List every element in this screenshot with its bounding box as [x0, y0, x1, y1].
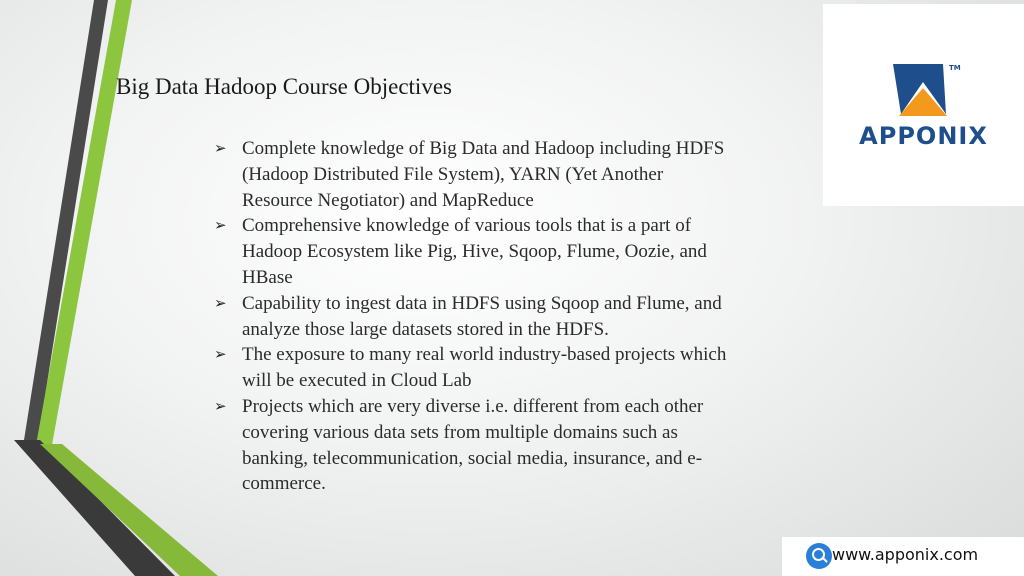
arrow-bullet-icon: ➢ [214, 396, 227, 415]
list-item [214, 394, 734, 497]
arrow-bullet-icon: ➢ [214, 293, 227, 312]
website-badge[interactable] [782, 537, 1024, 576]
list-item [214, 136, 734, 213]
objective-text: Capability to ingest data in HDFS using Sqoop and Flume, and analyze those large datasets stored in the HDFS. [242, 292, 722, 340]
arrow-bullet-icon: ➢ [214, 345, 227, 364]
apponix-logo [823, 4, 1024, 206]
dark-stripe [24, 0, 108, 440]
arrow-bullet-icon: ➢ [214, 216, 227, 235]
website-link[interactable]: www.apponix.com [832, 545, 979, 564]
objective-text: Complete knowledge of Big Data and Hadoop including HDFS (Hadoop Distributed File System), YARN (Yet Another Resource Negotiator) and MapReduce [242, 138, 725, 211]
logo-mark-icon [823, 4, 1024, 206]
logo-wordmark: APPONIX [859, 122, 988, 150]
objectives-list [214, 136, 734, 497]
objective-text: The exposure to many real world industry-based projects which will be executed in Cloud Lab [242, 344, 727, 392]
page-title: Big Data Hadoop Course Objectives [116, 74, 452, 99]
logo-trademark: TM [949, 64, 961, 72]
objective-text: Projects which are very diverse i.e. different from each other covering various data sets from multiple domains such as banking, telecommunication, social media, insurance, and e-commerce. [242, 395, 704, 495]
dark-diagonal [14, 440, 175, 576]
search-icon [806, 543, 832, 569]
list-item [214, 342, 734, 394]
arrow-bullet-icon: ➢ [214, 139, 227, 157]
objective-text: Comprehensive knowledge of various tools that is a part of Hadoop Ecosystem like Pig, Hive, Sqoop, Flume, Oozie, and HBase [242, 215, 707, 288]
list-item [214, 291, 734, 343]
list-item [214, 213, 734, 290]
